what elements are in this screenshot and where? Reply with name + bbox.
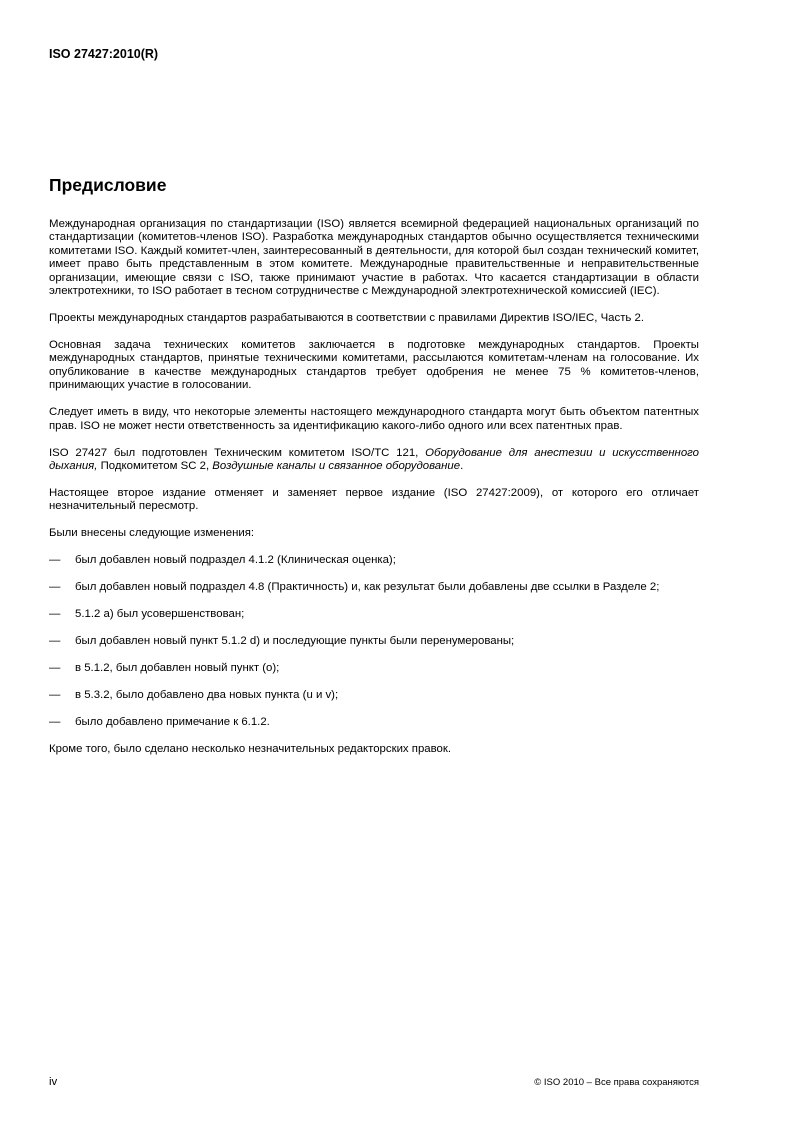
changes-list [49, 554, 699, 729]
list-item-text: 5.1.2 a) был усовершенствован; [75, 608, 245, 621]
document-code: ISO 27427:2010(R) [49, 47, 159, 61]
list-item-text: был добавлен новый подраздел 4.1.2 (Клиническая оценка); [75, 554, 396, 567]
page-number: iv [49, 1076, 58, 1088]
paragraph-5-text-2: Подкомитетом SC 2, [97, 460, 213, 473]
list-item [49, 608, 699, 621]
list-item [49, 662, 699, 675]
list-item-text: в 5.3.2, было добавлено два новых пункта (u и v); [75, 689, 339, 702]
paragraph-5-text-3: . [460, 460, 464, 473]
paragraph-1: Международная организация по стандартизации (ISO) является всемирной федерацией национальных организаций по стандартизации (комитетов-членов ISO). Разработка международных стандартов обычно осуществляется техническими комитетами ISO. Каждый комитет-член, заинтересованный в деятельности, для которой был создан технический комитет, имеет право быть представленным в этом комитете. Международные правительственные и неправительственные организации, имеющие связи с ISO, также принимают участие в работах. Что касается стандартизации в области электротехники, то ISO работает в тесном сотрудничестве с Международной электротехнической комиссией (IEC). [49, 218, 699, 298]
dash-bullet: — [49, 716, 61, 729]
list-item [49, 716, 699, 729]
dash-bullet: — [49, 608, 61, 621]
paragraph-6: Настоящее второе издание отменяет и заменяет первое издание (ISO 27427:2009), от которого его отличает незначительный пересмотр. [49, 487, 699, 513]
dash-bullet: — [49, 662, 61, 675]
list-item [49, 689, 699, 702]
list-item [49, 554, 699, 567]
list-item [49, 581, 699, 594]
paragraph-7: Были внесены следующие изменения: [49, 527, 255, 540]
page-title: Предисловие [49, 175, 167, 195]
list-item-text: в 5.1.2, был добавлен новый пункт (o); [75, 662, 280, 675]
list-item-text: был добавлен новый подраздел 4.8 (Практичность) и, как результат были добавлены две ссылки в Разделе 2; [75, 581, 660, 594]
dash-bullet: — [49, 554, 61, 567]
paragraph-4: Следует иметь в виду, что некоторые элементы настоящего международного стандарта могут быть объектом патентных прав. ISO не может нести ответственность за идентификацию какого-либо одного или всех патентных прав. [49, 406, 699, 432]
copyright-notice: © ISO 2010 – Все права сохраняются [534, 1077, 699, 1088]
paragraph-5-text-1: ISO 27427 был подготовлен Техническим комитетом ISO/TC 121, [49, 446, 426, 459]
paragraph-3: Основная задача технических комитетов заключается в подготовке международных стандартов. Проекты международных стандартов, принятые техническими комитетами, рассылаются комитетам-членам на голосование. Их опубликование в качестве международных стандартов требует одобрения не менее 75 % комитетов-членов, принимающих участие в голосовании. [49, 339, 699, 392]
list-item-text: был добавлен новый пункт 5.1.2 d) и последующие пункты были перенумерованы; [75, 635, 515, 648]
dash-bullet: — [49, 689, 61, 702]
list-item-text: было добавлено примечание к 6.1.2. [75, 716, 270, 729]
paragraph-5 [49, 447, 699, 474]
paragraph-8: Кроме того, было сделано несколько незначительных редакторских правок. [49, 743, 452, 756]
list-item [49, 635, 699, 648]
dash-bullet: — [49, 581, 61, 594]
subcommittee-title: Воздушные каналы и связанное оборудование [212, 460, 461, 473]
committee-title: Оборудование для анестезии и искусственного дыхания, [49, 446, 699, 473]
paragraph-2: Проекты международных стандартов разрабатываются в соответствии с правилами Директив ISO/IEC, Часть 2. [49, 312, 645, 325]
document-body [49, 218, 699, 770]
dash-bullet: — [49, 635, 61, 648]
